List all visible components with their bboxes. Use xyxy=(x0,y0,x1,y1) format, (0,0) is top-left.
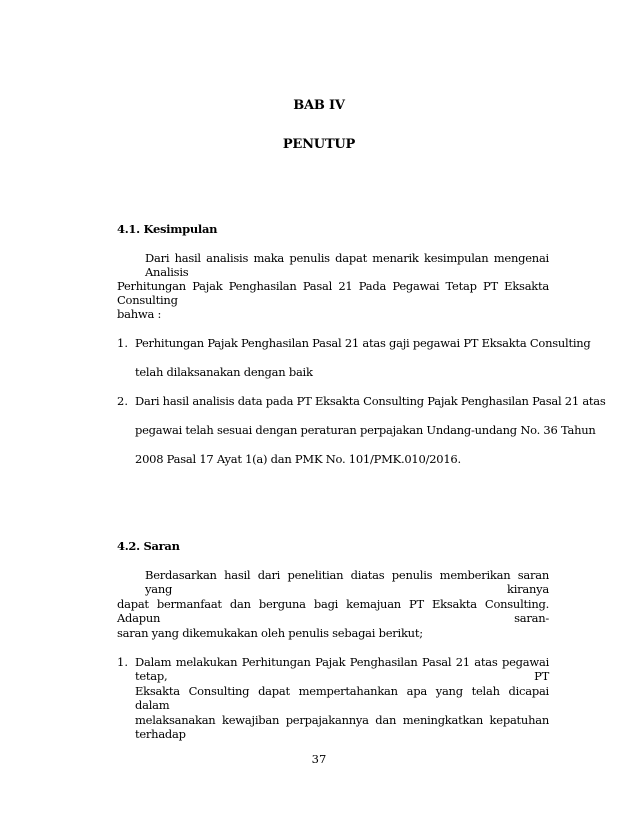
list-number: 1. xyxy=(117,655,128,669)
list-item-line: telah dilaksanakan dengan baik xyxy=(135,365,313,379)
list-item-line: 2008 Pasal 17 Ayat 1(a) dan PMK No. 101/PMK.010/2016. xyxy=(135,452,461,466)
paragraph-line: bahwa : xyxy=(117,307,162,321)
list-item-line: Eksakta Consulting dapat mempertahankan apa yang telah dicapai dalam xyxy=(135,684,549,712)
paragraph-line: Perhitungan Pajak Penghasilan Pasal 21 Pada Pegawai Tetap PT Eksakta Consulting xyxy=(117,279,549,307)
list-item-line: Perhitungan Pajak Penghasilan Pasal 21 atas gaji pegawai PT Eksakta Consulting xyxy=(135,336,591,350)
list-item-line: pegawai telah sesuai dengan peraturan perpajakan Undang-undang No. 36 Tahun xyxy=(135,423,596,437)
list-item-line: Dalam melakukan Perhitungan Pajak Penghasilan Pasal 21 atas pegawai tetap, PT xyxy=(135,655,549,683)
paragraph-line: Berdasarkan hasil dari penelitian diatas penulis memberikan saran yang kiranya xyxy=(145,568,549,596)
list-number: 2. xyxy=(117,394,128,408)
chapter-title: PENUTUP xyxy=(282,137,356,152)
section-heading-kesimpulan: 4.1. Kesimpulan xyxy=(117,222,218,236)
paragraph-line: dapat bermanfaat dan berguna bagi kemajuan PT Eksakta Consulting. Adapun saran- xyxy=(117,597,549,625)
list-item-line: melaksanakan kewajiban perpajakannya dan meningkatkan kepatuhan terhadap xyxy=(135,713,549,741)
list-item-line: Dari hasil analisis data pada PT Eksakta Consulting Pajak Penghasilan Pasal 21 atas xyxy=(135,394,606,408)
paragraph-line: saran yang dikemukakan oleh penulis sebagai berikut; xyxy=(117,626,423,640)
list-number: 1. xyxy=(117,336,128,350)
page-number: 37 xyxy=(311,752,327,766)
chapter-label: BAB IV xyxy=(293,98,345,113)
section-heading-saran: 4.2. Saran xyxy=(117,539,180,553)
paragraph-line: Dari hasil analisis maka penulis dapat menarik kesimpulan mengenai Analisis xyxy=(145,251,549,279)
